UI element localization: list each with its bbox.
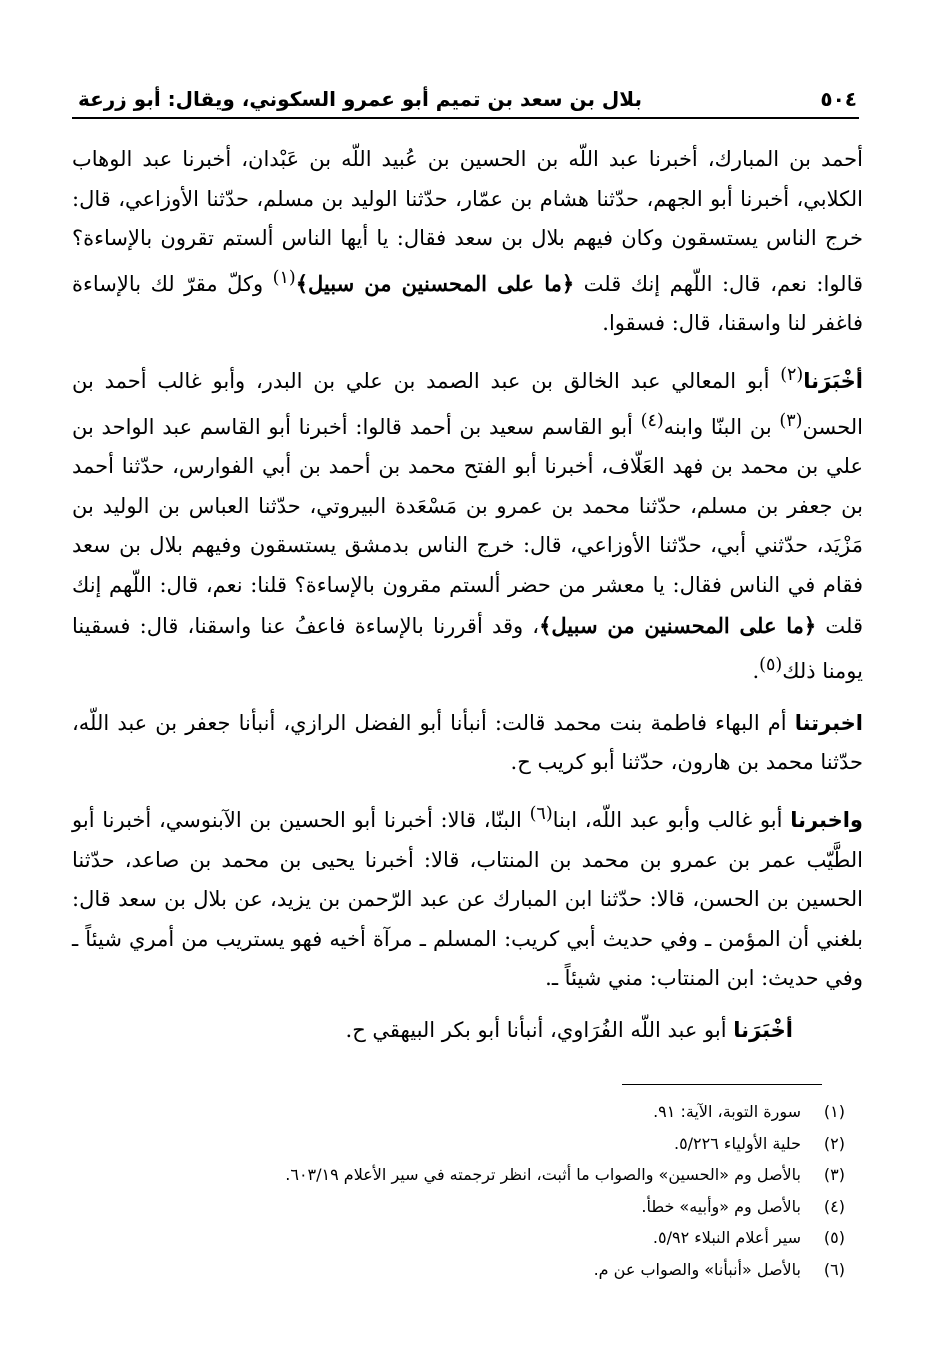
running-title: بلال بن سعد بن تميم أبو عمرو السكوني، ويقال: أبو زرعة: [78, 87, 642, 111]
isnad-lead-word: أخْبَرَنا: [803, 368, 863, 393]
paragraph-5: [72, 1011, 863, 1051]
quran-quote: ﴿ما على المحسنين من سبيل﴾: [295, 270, 575, 296]
footnote: [125, 1128, 845, 1160]
header-rule: [72, 117, 859, 119]
footnote-ref: (١): [272, 267, 296, 288]
paragraph-3: [72, 704, 863, 783]
page-number: ٥٠٤: [820, 87, 857, 111]
footnote-text: بالأصل وم «وأبيه» خطأ.: [641, 1196, 801, 1216]
footnote-number: (٣): [823, 1165, 845, 1184]
quran-quote: ﴿ما على المحسنين من سبيل﴾: [539, 612, 817, 638]
isnad-lead-word: واخبرنا: [790, 807, 863, 832]
footnote-text: سورة التوبة، الآية: ٩١.: [653, 1102, 801, 1121]
isnad-lead-word: أخْبَرَنا: [733, 1017, 793, 1042]
footnote-ref: (٦): [529, 803, 553, 824]
paragraph-text: أحمد بن المبارك، أخبرنا عبد اللّه بن الحسين بن عُبيد اللّه بن عَبْدان، أخبرنا عبد الوهاب الكلابي، أخبرنا أبو الجهم، حدّثنا هشام بن عمّار، حدّثنا الوليد بن مسلم، حدّثنا الأوزاعي، قال: خرج الناس يستسقون وكان فيهم بلال بن سعد فقال: يا أيها الناس ألستم تقرون بالإساءة؟ قالوا: نعم، قال: اللّهم إنك قلت: [72, 147, 864, 296]
paragraph-text: أبو عبد اللّه الفُرَاوي، أنبأنا أبو بكر البيهقي ح.: [345, 1017, 734, 1042]
paragraph-text: ، وقد أقررنا بالإساءة فاعفُ عنا واسقنا، قال: فسقينا يومنا ذلك: [72, 613, 863, 684]
footnote: [125, 1222, 845, 1254]
paragraph-text: البنّا، قالا: أخبرنا أبو الحسين بن الآبنوسي، أخبرنا أبو الطَّيّب عمر بن عمرو بن محمد بن المنتاب، قالا: أخبرنا يحيى بن محمد بن صاعد، حدّثنا الحسين بن الحسن، قالا: حدّثنا ابن المبارك عن عبد الرّحمن بن يزيد، عن بلال بن سعد قال: بلغني أن المؤمن ـ وفي حديث أبي كريب: المسلم ـ مرآة أخيه فهو يستريب من أمري شيئاً ـ وفي حديث: ابن المنتاب: مني شيئاً ـ.: [72, 807, 863, 991]
footnote: [125, 1159, 845, 1191]
paragraph-text: أبو غالب وأبو عبد اللّه، ابنا: [552, 807, 791, 832]
paragraph-4: [72, 795, 863, 999]
paragraph-text: وكلّ مقرّ لك بالإساءة فاغفر لنا واسقنا، قال: فسقوا.: [72, 271, 863, 336]
paragraph-1: [72, 140, 863, 344]
paragraph-text: أبو القاسم سعيد بن أحمد قالوا: أخبرنا أبو القاسم عبد الواحد بن علي بن محمد بن فهد العَلّاف، أخبرنا أبو الفتح محمد بن أحمد بن أبي الفوارس، حدّثنا أحمد بن جعفر بن مسلم، حدّثنا محمد بن عمرو بن مَسْعَدة البيروتي، حدّثنا العباس بن الوليد بن مَزْيَد، حدّثني أبي، حدّثنا الأوزاعي، قال: خرج الناس بدمشق يستسقون وفيهم بلال بن سعد فقام في الناس فقال: يا معشر من حضر ألستم مقرون بالإساءة؟ قلنا: نعم، قال: اللّهم إنك قلت: [72, 414, 864, 638]
paragraph-text: بن البنّا وابنه: [663, 414, 780, 439]
footnote-text: بالأصل وم «الحسين» والصواب ما أثبت، انظر ترجمته في سير الأعلام ٦٠٣/١٩.: [285, 1165, 801, 1184]
paragraph-2: [72, 356, 863, 692]
footnote: [125, 1096, 845, 1128]
footnote-ref: (٣): [779, 410, 803, 431]
footnote-rule: [622, 1084, 822, 1085]
footnote-number: (٤): [823, 1196, 845, 1216]
footnote-text: بالأصل «أنبأنا» والصواب عن م.: [593, 1259, 801, 1279]
page-header: [78, 82, 857, 116]
paragraph-text: .: [752, 659, 760, 684]
paragraph-text: أم البهاء فاطمة بنت محمد قالت: أنبأنا أبو الفضل الرازي، أنبأنا جعفر بن عبد اللّه، حدّثنا محمد بن هارون، حدّثنا أبو كريب ح.: [72, 710, 863, 775]
footnote-number: (٥): [823, 1228, 845, 1247]
footnote-ref: (٤): [640, 410, 664, 431]
footnote-ref: (٥): [759, 655, 783, 676]
paragraph-text: أبو المعالي عبد الخالق بن عبد الصمد بن علي بن البدر، وأبو غالب أحمد بن الحسن: [72, 368, 863, 439]
footnote-number: (٢): [823, 1133, 845, 1153]
footnote-text: سير أعلام النبلاء ٥/٩٢.: [652, 1228, 801, 1247]
footnote: [125, 1191, 845, 1223]
isnad-lead-word: اخبرتنا: [794, 710, 863, 735]
main-text: [72, 140, 863, 1062]
footnote-ref: (٢): [780, 364, 804, 385]
footnotes: [125, 1096, 845, 1285]
footnote: [125, 1254, 845, 1286]
footnote-number: (٦): [823, 1259, 845, 1279]
footnote-text: حلية الأولياء ٥/٢٢٦.: [673, 1133, 801, 1153]
footnote-number: (١): [823, 1102, 845, 1121]
